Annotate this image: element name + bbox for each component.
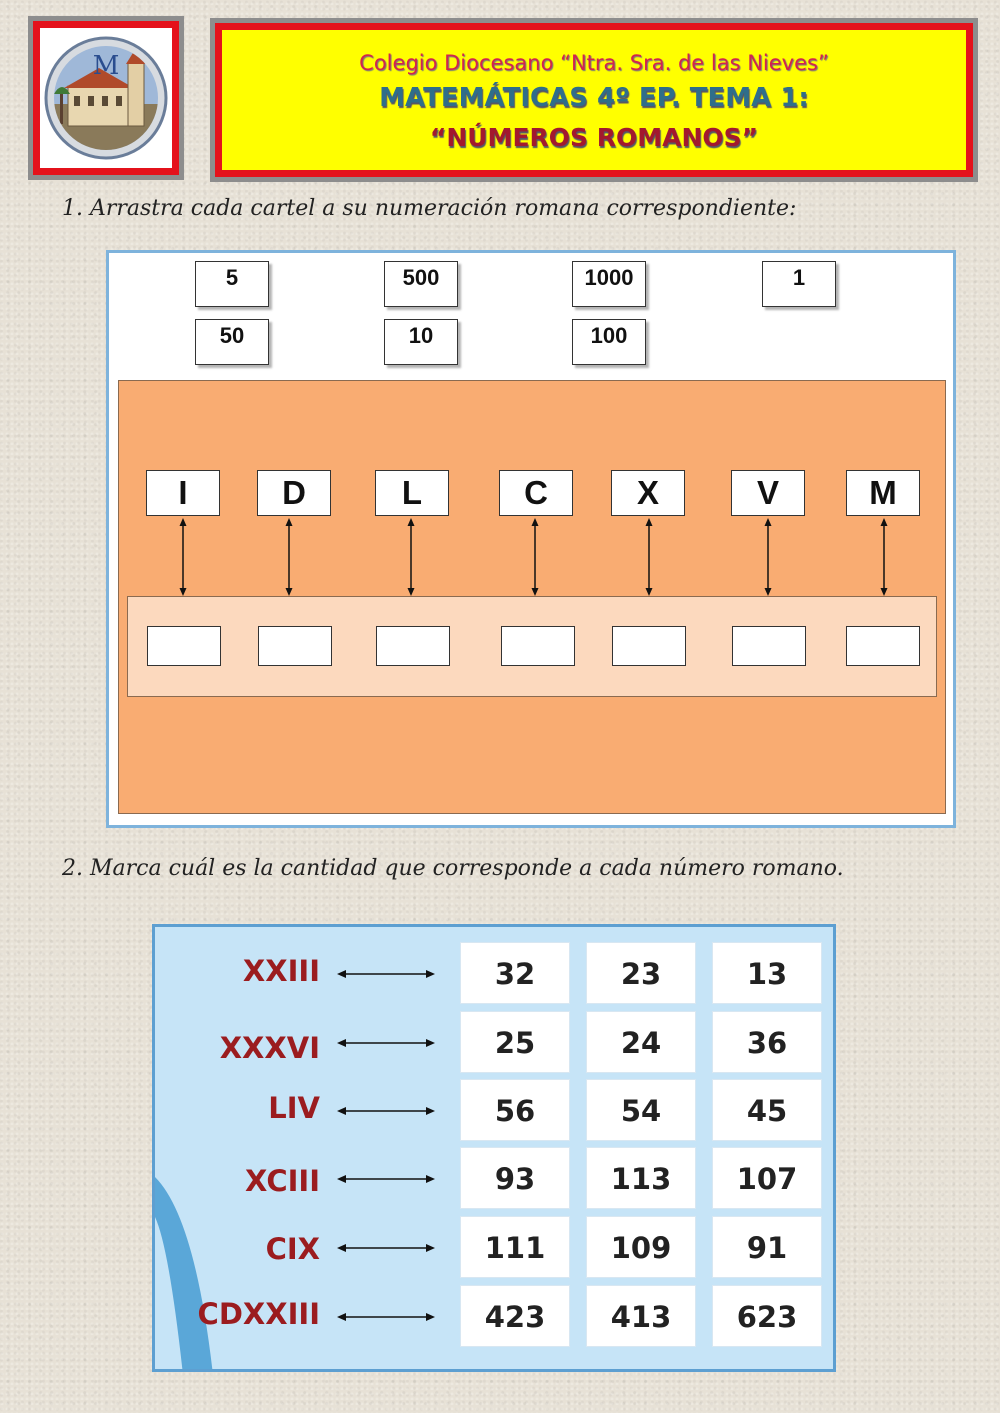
answer-option[interactable]: 25 <box>460 1011 570 1073</box>
answer-option[interactable]: 109 <box>586 1216 696 1278</box>
roman-number: XCIII <box>245 1164 320 1198</box>
drag-card-1000[interactable]: 1000 <box>572 261 646 307</box>
drop-target-V[interactable] <box>732 626 806 666</box>
school-logo <box>28 16 184 180</box>
question-row <box>155 942 836 1004</box>
double-arrow-icon <box>337 1035 435 1051</box>
drop-target-I[interactable] <box>147 626 221 666</box>
roman-number: LIV <box>268 1091 320 1125</box>
roman-number: XXIII <box>242 954 320 988</box>
drop-target-D[interactable] <box>258 626 332 666</box>
double-arrow-icon <box>644 518 654 596</box>
double-arrow-icon <box>406 518 416 596</box>
exercise1-instruction: 1. Arrastra cada cartel a su numeración romana correspondiente: <box>62 196 797 221</box>
question-row <box>155 1147 836 1209</box>
answer-option[interactable]: 24 <box>586 1011 696 1073</box>
drop-target-M[interactable] <box>846 626 920 666</box>
answer-option[interactable]: 413 <box>586 1285 696 1347</box>
roman-I: I <box>146 470 220 516</box>
double-arrow-icon <box>178 518 188 596</box>
drag-card-5[interactable]: 5 <box>195 261 269 307</box>
answer-option[interactable]: 32 <box>460 942 570 1004</box>
question-row <box>155 1285 836 1347</box>
roman-V: V <box>731 470 805 516</box>
title-panel <box>215 23 973 177</box>
question-row <box>155 1216 836 1278</box>
drop-target-L[interactable] <box>376 626 450 666</box>
logo-picture <box>33 21 179 175</box>
matching-area <box>118 380 946 814</box>
roman-X: X <box>611 470 685 516</box>
roman-number: XXXVI <box>219 1031 320 1065</box>
double-arrow-icon <box>337 1240 435 1256</box>
double-arrow-icon <box>879 518 889 596</box>
question-row <box>155 1011 836 1073</box>
drag-card-1[interactable]: 1 <box>762 261 836 307</box>
school-seal-icon <box>44 34 168 162</box>
double-arrow-icon <box>284 518 294 596</box>
school-name: Colegio Diocesano “Ntra. Sra. de las Nieves” <box>359 50 829 75</box>
drop-target-X[interactable] <box>612 626 686 666</box>
exercise1-panel <box>106 250 956 828</box>
answer-option[interactable]: 113 <box>586 1147 696 1209</box>
exercise2-instruction: 2. Marca cuál es la cantidad que corresponde a cada número romano. <box>62 856 844 881</box>
drop-strip <box>127 596 937 697</box>
title-banner <box>210 18 978 182</box>
answer-option[interactable]: 111 <box>460 1216 570 1278</box>
answer-option[interactable]: 13 <box>712 942 822 1004</box>
double-arrow-icon <box>763 518 773 596</box>
roman-D: D <box>257 470 331 516</box>
roman-number: CIX <box>265 1232 320 1266</box>
svg-text:M: M <box>92 51 120 81</box>
answer-option[interactable]: 56 <box>460 1079 570 1141</box>
answer-option[interactable]: 93 <box>460 1147 570 1209</box>
double-arrow-icon <box>530 518 540 596</box>
answer-option[interactable]: 54 <box>586 1079 696 1141</box>
double-arrow-icon <box>337 1309 435 1325</box>
subject-title: MATEMÁTICAS 4º EP. TEMA 1: <box>379 82 809 113</box>
drag-card-100[interactable]: 100 <box>572 319 646 365</box>
answer-option[interactable]: 91 <box>712 1216 822 1278</box>
drop-target-C[interactable] <box>501 626 575 666</box>
answer-option[interactable]: 36 <box>712 1011 822 1073</box>
drag-card-500[interactable]: 500 <box>384 261 458 307</box>
topic-title: “NÚMEROS ROMANOS” <box>429 122 759 152</box>
drag-card-50[interactable]: 50 <box>195 319 269 365</box>
answer-option[interactable]: 107 <box>712 1147 822 1209</box>
exercise2-panel <box>152 924 836 1372</box>
roman-C: C <box>499 470 573 516</box>
question-row <box>155 1079 836 1141</box>
roman-L: L <box>375 470 449 516</box>
answer-option[interactable]: 23 <box>586 942 696 1004</box>
answer-option[interactable]: 45 <box>712 1079 822 1141</box>
double-arrow-icon <box>337 966 435 982</box>
double-arrow-icon <box>337 1103 435 1119</box>
drag-card-10[interactable]: 10 <box>384 319 458 365</box>
roman-M: M <box>846 470 920 516</box>
answer-option[interactable]: 423 <box>460 1285 570 1347</box>
roman-number: CDXXIII <box>197 1297 320 1331</box>
answer-option[interactable]: 623 <box>712 1285 822 1347</box>
double-arrow-icon <box>337 1171 435 1187</box>
